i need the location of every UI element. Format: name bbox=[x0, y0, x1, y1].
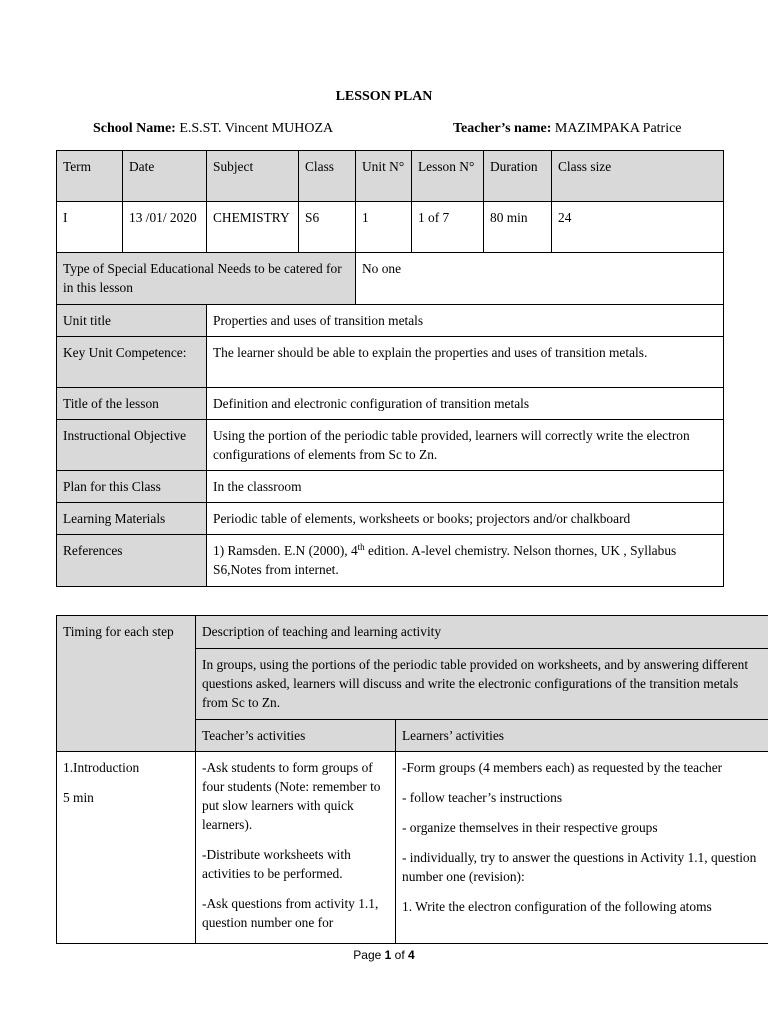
timing-label: Timing for each step bbox=[57, 616, 196, 752]
sen-row bbox=[57, 253, 724, 305]
row-value-lesson-title: Definition and electronic configuration of transition metals bbox=[207, 388, 724, 420]
step-name: 1.Introduction bbox=[63, 760, 140, 775]
row-label-plan: Plan for this Class bbox=[57, 471, 207, 503]
table-row bbox=[57, 305, 724, 337]
header-class: Class bbox=[299, 151, 356, 202]
table-row bbox=[57, 202, 724, 253]
cell-duration: 80 min bbox=[484, 202, 552, 253]
description-text: In groups, using the portions of the periodic table provided on worksheets, and by answering different questions asked, learners will discuss and write the electronic configurations of the transition metals from Sc to Zn. bbox=[196, 649, 768, 720]
header-date: Date bbox=[123, 151, 207, 202]
header-duration: Duration bbox=[484, 151, 552, 202]
row-label-unit-title: Unit title bbox=[57, 305, 207, 337]
teacher-name-label: Teacher’s name: bbox=[453, 121, 552, 136]
school-name bbox=[93, 119, 333, 138]
list-item: -Ask questions from activity 1.1, question number one for bbox=[202, 896, 379, 930]
footer-current-page: 1 bbox=[384, 948, 392, 962]
step-cell bbox=[57, 752, 196, 944]
learner-activities-header: Learners’ activities bbox=[396, 720, 768, 752]
header-class-size: Class size bbox=[552, 151, 724, 202]
cell-class-size: 24 bbox=[552, 202, 724, 253]
list-item: - follow teacher’s instructions bbox=[402, 790, 563, 805]
row-label-lesson-title: Title of the lesson bbox=[57, 388, 207, 420]
activity-header-row bbox=[57, 616, 768, 649]
references-text-a: 1) Ramsden. E.N (2000), 4 bbox=[213, 543, 358, 558]
cell-subject: CHEMISTRY bbox=[207, 202, 299, 253]
cell-term: I bbox=[57, 202, 123, 253]
footer-mid: of bbox=[391, 948, 409, 962]
row-label-key-competence: Key Unit Competence: bbox=[57, 337, 207, 388]
list-item: -Form groups (4 members each) as requested by the teacher bbox=[402, 760, 723, 775]
sen-label: Type of Special Educational Needs to be catered for in this lesson bbox=[57, 253, 356, 305]
references-superscript: th bbox=[357, 542, 365, 552]
cell-class: S6 bbox=[299, 202, 356, 253]
footer-prefix: Page bbox=[353, 948, 385, 962]
header-unit-no: Unit N° bbox=[356, 151, 412, 202]
row-value-unit-title: Properties and uses of transition metals bbox=[207, 305, 724, 337]
table-row bbox=[57, 388, 724, 420]
table-row bbox=[57, 752, 768, 944]
row-value-key-competence: The learner should be able to explain the properties and uses of transition metals. bbox=[207, 337, 724, 388]
school-name-value: E.S.ST. Vincent MUHOZA bbox=[179, 121, 334, 136]
row-label-references: References bbox=[57, 535, 207, 587]
table-row bbox=[57, 337, 724, 388]
teacher-name bbox=[453, 119, 682, 138]
list-item: -Ask students to form groups of four students (Note: remember to put slow learners with quick learners). bbox=[202, 760, 381, 832]
row-value-objective: Using the portion of the periodic table provided, learners will correctly write the electron configurations of elements from Sc to Zn. bbox=[207, 420, 724, 471]
cell-date: 13 /01/ 2020 bbox=[123, 202, 207, 253]
cell-unit-no: 1 bbox=[356, 202, 412, 253]
header-lesson-no: Lesson N° bbox=[412, 151, 484, 202]
activity-table bbox=[56, 615, 768, 944]
description-label: Description of teaching and learning activity bbox=[196, 616, 768, 649]
table-row bbox=[57, 535, 724, 587]
document-title: LESSON PLAN bbox=[335, 89, 433, 104]
table-row bbox=[57, 503, 724, 535]
row-value-plan: In the classroom bbox=[207, 471, 724, 503]
header-term: Term bbox=[57, 151, 123, 202]
list-item: -Distribute worksheets with activities to be performed. bbox=[202, 847, 351, 881]
table-header-row bbox=[57, 151, 724, 202]
row-value-references bbox=[207, 535, 724, 587]
sen-value: No one bbox=[356, 253, 724, 305]
row-label-objective: Instructional Objective bbox=[57, 420, 207, 471]
header-subject: Subject bbox=[207, 151, 299, 202]
table-row bbox=[57, 420, 724, 471]
cell-lesson-no: 1 of 7 bbox=[412, 202, 484, 253]
list-item: 1. Write the electron configuration of the following atoms bbox=[402, 899, 712, 914]
teacher-activities-cell bbox=[196, 752, 396, 944]
list-item: - individually, try to answer the questions in Activity 1.1, question number one (revision): bbox=[402, 850, 757, 884]
row-label-materials: Learning Materials bbox=[57, 503, 207, 535]
page-footer bbox=[0, 946, 768, 965]
teacher-name-value: MAZIMPAKA Patrice bbox=[554, 121, 682, 136]
list-item: - organize themselves in their respective groups bbox=[402, 820, 658, 835]
teacher-activities-header: Teacher’s activities bbox=[196, 720, 396, 752]
school-name-label: School Name: bbox=[93, 121, 176, 136]
footer-total-pages: 4 bbox=[408, 948, 415, 962]
step-time: 5 min bbox=[63, 790, 94, 805]
table-row bbox=[57, 471, 724, 503]
row-value-materials: Periodic table of elements, worksheets or books; projectors and/or chalkboard bbox=[207, 503, 724, 535]
learner-activities-cell bbox=[396, 752, 768, 944]
lesson-info-table bbox=[56, 150, 724, 587]
references-text-b: edition. A-level chemistry. Nelson thornes, UK , Syllabus S6,Notes from internet. bbox=[213, 543, 677, 577]
